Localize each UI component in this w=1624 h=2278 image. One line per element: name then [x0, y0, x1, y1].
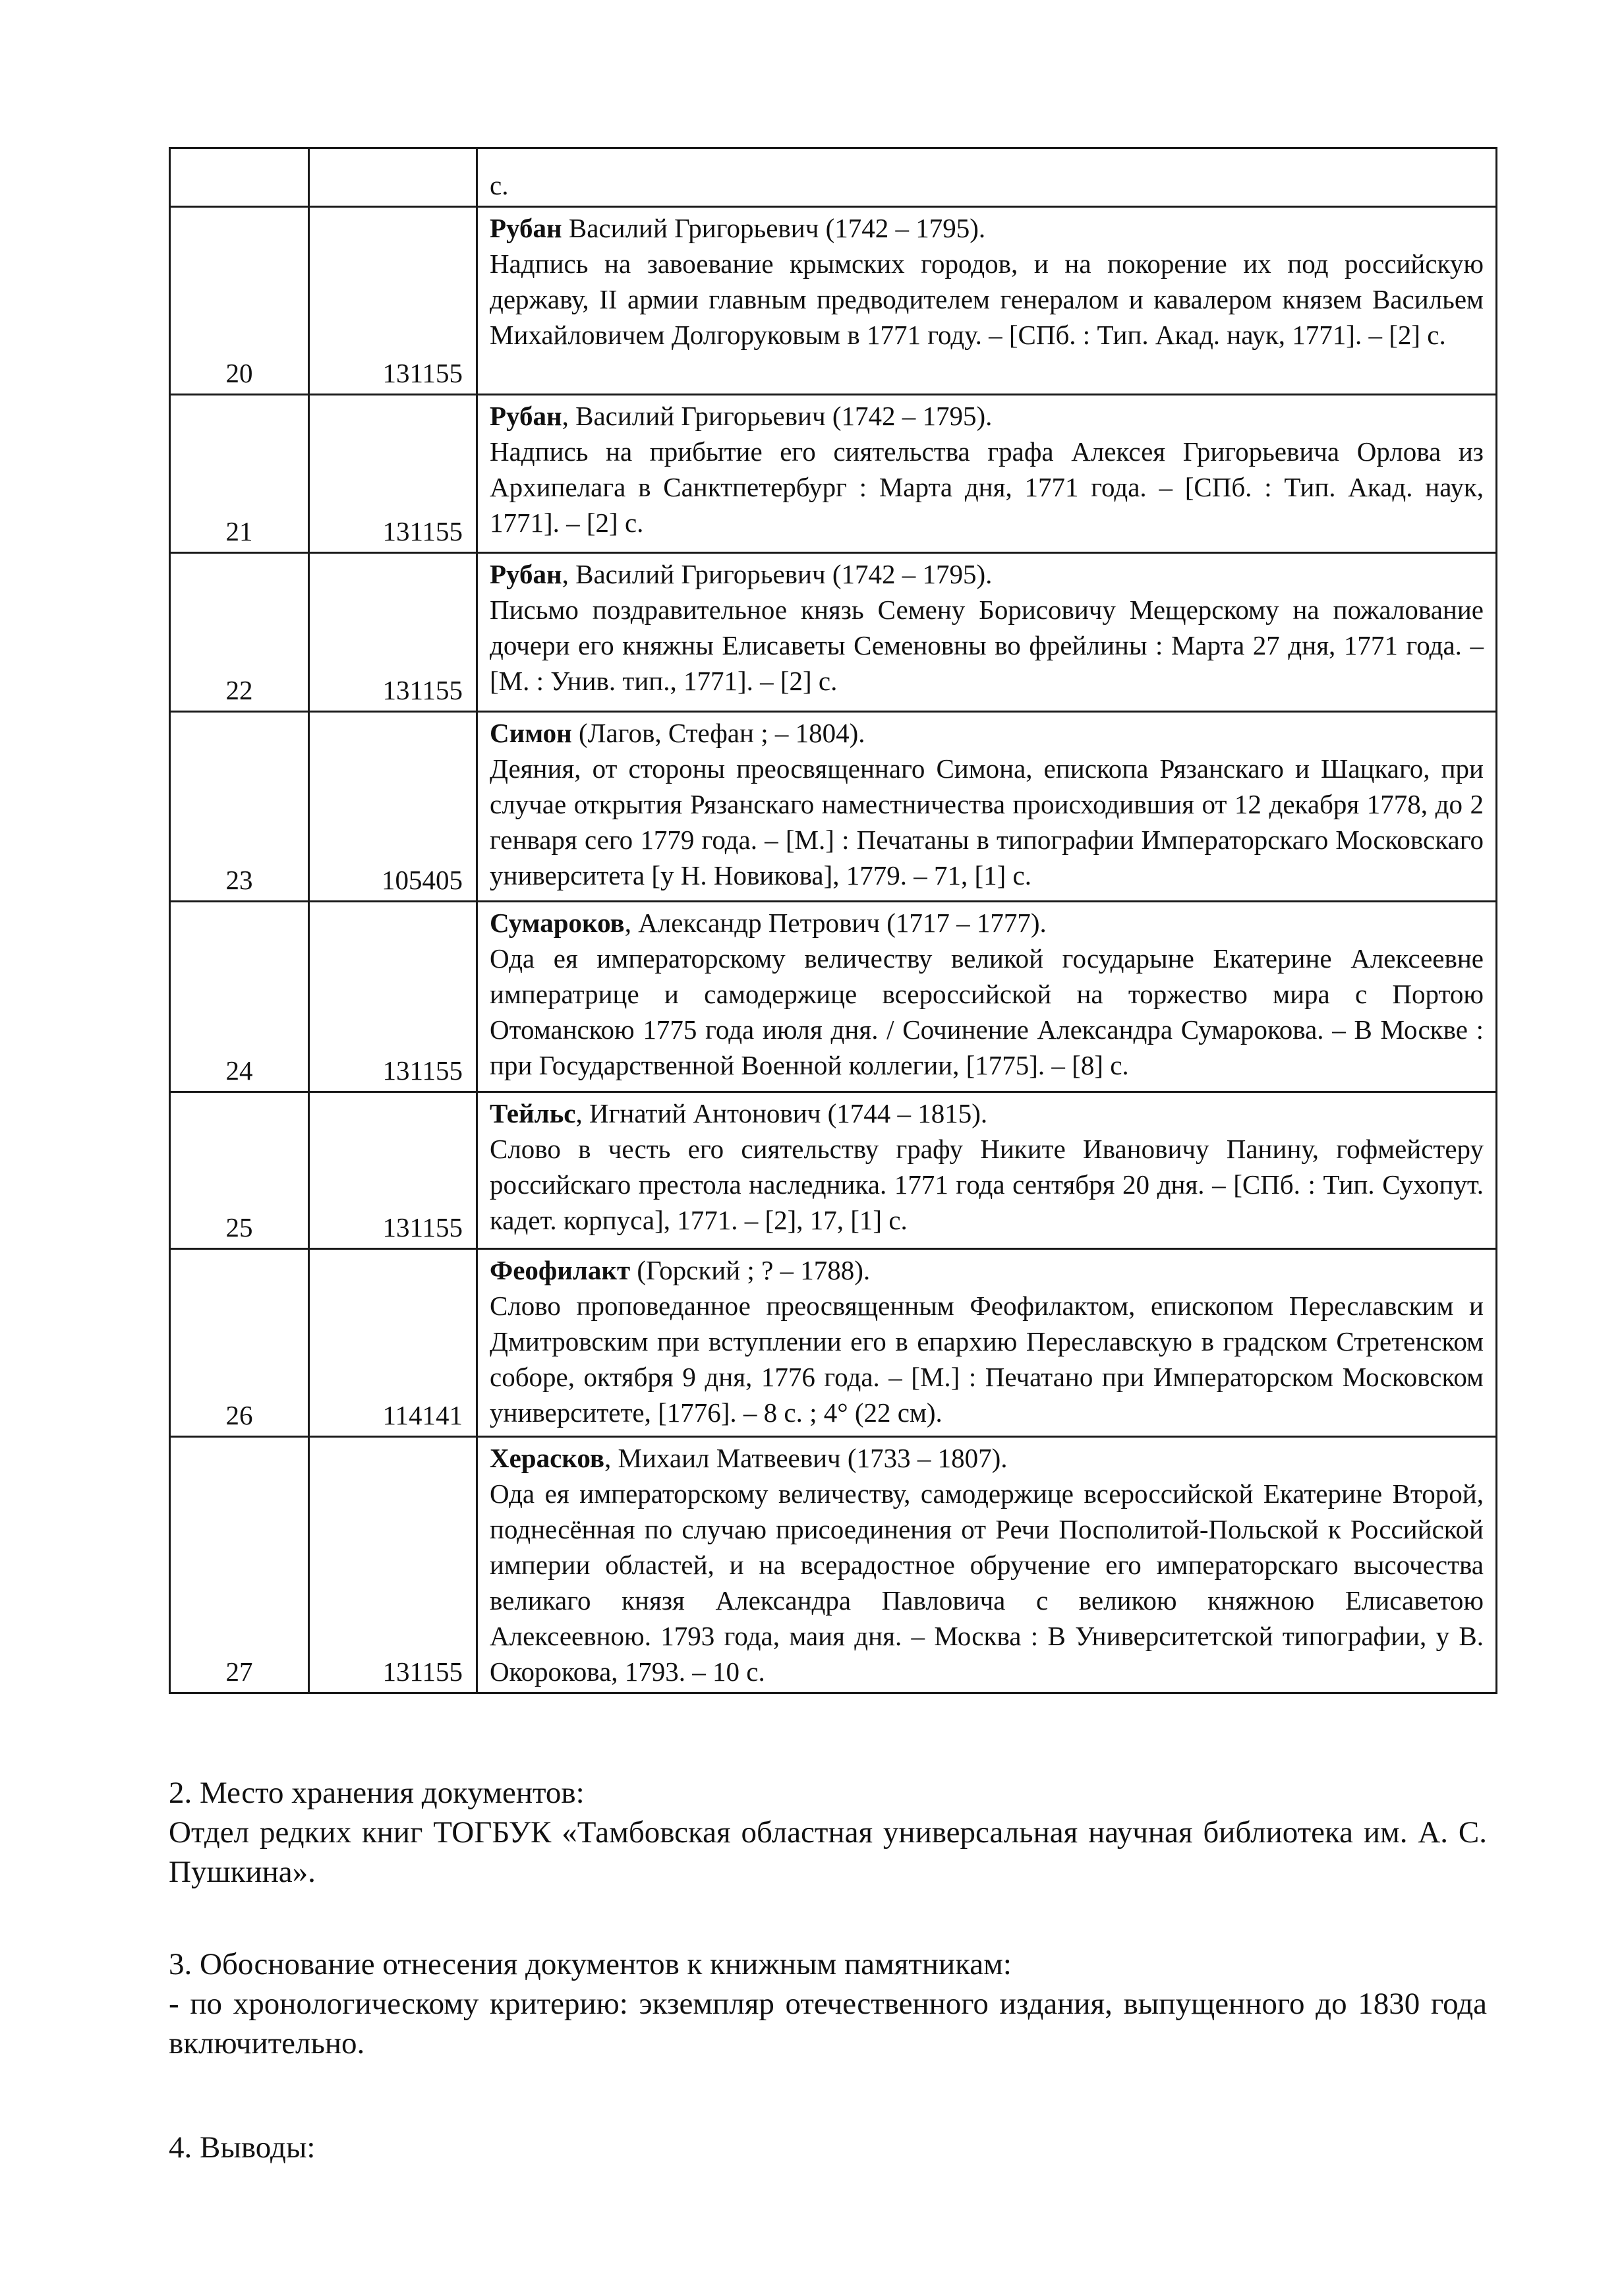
author-details: (Горский ; ? – 1788).	[630, 1255, 871, 1285]
inventory-cell: 131155	[309, 1437, 477, 1693]
number-cell: 22	[170, 553, 309, 712]
description-cell	[477, 207, 1497, 395]
table-row	[170, 1249, 1497, 1437]
author-details: , Александр Петрович (1717 – 1777).	[624, 908, 1047, 938]
section-heading: 3. Обоснование отнесения документов к книжным памятникам:	[169, 1947, 1012, 1981]
number-cell: 26	[170, 1249, 309, 1437]
author-surname: Рубан	[490, 401, 562, 431]
description-cell	[477, 1092, 1497, 1249]
author-surname: Симон	[490, 718, 572, 748]
author-surname: Феофилакт	[490, 1255, 631, 1285]
entry-text: Письмо поздравительное князь Семену Борисовичу Мещерскому на пожалование дочери его княжны Елисаветы Семеновны во фрейлины : Марта 27 дня, 1771 года. – [М. : Унив. тип., 1771]. – [2] с.	[490, 595, 1484, 696]
table-row	[170, 902, 1497, 1092]
inventory-cell: 114141	[309, 1249, 477, 1437]
storage-section	[169, 1773, 1487, 1892]
author-line	[490, 905, 1484, 941]
catalog-table	[169, 147, 1497, 1694]
author-line	[490, 1095, 1484, 1131]
description-cell	[477, 148, 1497, 207]
table-row	[170, 712, 1497, 902]
entry-text: Ода ея императорскому величеству великой государыне Екатерине Алексеевне императрице и самодержице всероссийской на торжество мира с Портою Отоманскою 1775 года июля дня. / Сочинение Александра Сумарокова. – В Москве : при Государственной Военной коллегии, [1775]. – [8] с.	[490, 943, 1484, 1080]
table-row	[170, 1437, 1497, 1693]
author-line	[490, 715, 1484, 751]
inventory-cell	[309, 148, 477, 207]
author-details: (Лагов, Стефан ; – 1804).	[571, 718, 865, 748]
author-line	[490, 398, 1484, 434]
number-cell: 20	[170, 207, 309, 395]
inventory-cell: 131155	[309, 553, 477, 712]
entry-text: Надпись на завоевание крымских городов, и на покорение их под российскую державу, II армии главным предводителем генералом и кавалером князем Васильем Михайловичем Долгоруковым в 1771 году. – [СПб. : Тип. Акад. наук, 1771]. – [2] с.	[490, 248, 1484, 350]
author-surname: Тейльс	[490, 1098, 576, 1128]
inventory-cell: 131155	[309, 395, 477, 553]
inventory-cell: 105405	[309, 712, 477, 902]
section-text: Отдел редких книг ТОГБУК «Тамбовская областная универсальная научная библиотека им. А. С. Пушкина».	[169, 1815, 1487, 1889]
author-surname: Рубан	[490, 213, 562, 243]
author-line	[490, 1252, 1484, 1288]
number-cell: 25	[170, 1092, 309, 1249]
inventory-cell: 131155	[309, 1092, 477, 1249]
continuation-text: с.	[490, 170, 509, 200]
author-details: , Игнатий Антонович (1744 – 1815).	[575, 1098, 988, 1128]
table-row	[170, 553, 1497, 712]
description-cell	[477, 553, 1497, 712]
description-cell	[477, 395, 1497, 553]
description-cell	[477, 1249, 1497, 1437]
conclusions-section	[169, 2128, 1487, 2167]
author-line	[490, 1440, 1484, 1476]
description-cell	[477, 902, 1497, 1092]
inventory-cell: 131155	[309, 207, 477, 395]
author-surname: Сумароков	[490, 908, 625, 938]
author-surname: Рубан	[490, 559, 562, 589]
description-cell	[477, 712, 1497, 902]
entry-text: Надпись на прибытие его сиятельства графа Алексея Григорьевича Орлова из Архипелага в Санктпетербург : Марта дня, 1771 года. – [СПб. : Тип. Акад. наук, 1771]. – [2] с.	[490, 436, 1484, 538]
table-row	[170, 207, 1497, 395]
table-row	[170, 1092, 1497, 1249]
entry-text: Слово в честь его сиятельству графу Никите Ивановичу Панину, гофмейстеру российскаго престола наследника. 1771 года сентября 20 дня. – [СПб. : Тип. Сухопут. кадет. корпуса], 1771. – [2], 17, [1] с.	[490, 1134, 1484, 1235]
inventory-cell: 131155	[309, 902, 477, 1092]
entry-text: Слово проповеданное преосвященным Феофилактом, епископом Переславским и Дмитровским при вступлении его в епархию Переславскую в градском Стретенском соборе, октября 9 дня, 1776 года. – [М.] : Печатано при Императорском Московском университете, [1776]. – 8 с. ; 4° (22 см).	[490, 1291, 1484, 1428]
table-row	[170, 395, 1497, 553]
author-details: Василий Григорьевич (1742 – 1795).	[562, 213, 986, 243]
number-cell: 27	[170, 1437, 309, 1693]
section-heading: 4. Выводы:	[169, 2130, 316, 2165]
number-cell	[170, 148, 309, 207]
number-cell: 23	[170, 712, 309, 902]
author-details: , Михаил Матвеевич (1733 – 1807).	[604, 1443, 1008, 1473]
number-cell: 21	[170, 395, 309, 553]
author-line	[490, 556, 1484, 592]
entry-text: Деяния, от стороны преосвященнаго Симона, епископа Рязанскаго и Шацкаго, при случае открытия Рязанскаго наместничества происходившия от 12 декабря 1778, до 2 генваря сего 1779 года. – [М.] : Печатаны в типографии Императорскаго Московскаго университета [у Н. Новикова], 1779. – 71, [1] с.	[490, 753, 1484, 891]
number-cell: 24	[170, 902, 309, 1092]
author-details: , Василий Григорьевич (1742 – 1795).	[562, 559, 993, 589]
justification-section	[169, 1944, 1487, 2063]
table-row-continuation	[170, 148, 1497, 207]
description-cell	[477, 1437, 1497, 1693]
entry-text: Ода ея императорскому величеству, самодержице всероссийской Екатерине Второй, поднесённая по случаю присоединения от Речи Посполитой-Польской к Российской империи областей, и на всерадостное обручение его императорскаго высочества великаго князя Александра Павловича с великою княжною Елисаветою Алексеевною. 1793 года, маия дня. – Москва : В Университетской типографии, у В. Окорокова, 1793. – 10 с.	[490, 1478, 1484, 1687]
section-heading: 2. Место хранения документов:	[169, 1776, 585, 1810]
section-text: - по хронологическому критерию: экземпляр отечественного издания, выпущенного до 1830 года включительно.	[169, 1987, 1487, 2060]
author-line	[490, 210, 1484, 246]
author-surname: Херасков	[490, 1443, 605, 1473]
author-details: , Василий Григорьевич (1742 – 1795).	[562, 401, 993, 431]
